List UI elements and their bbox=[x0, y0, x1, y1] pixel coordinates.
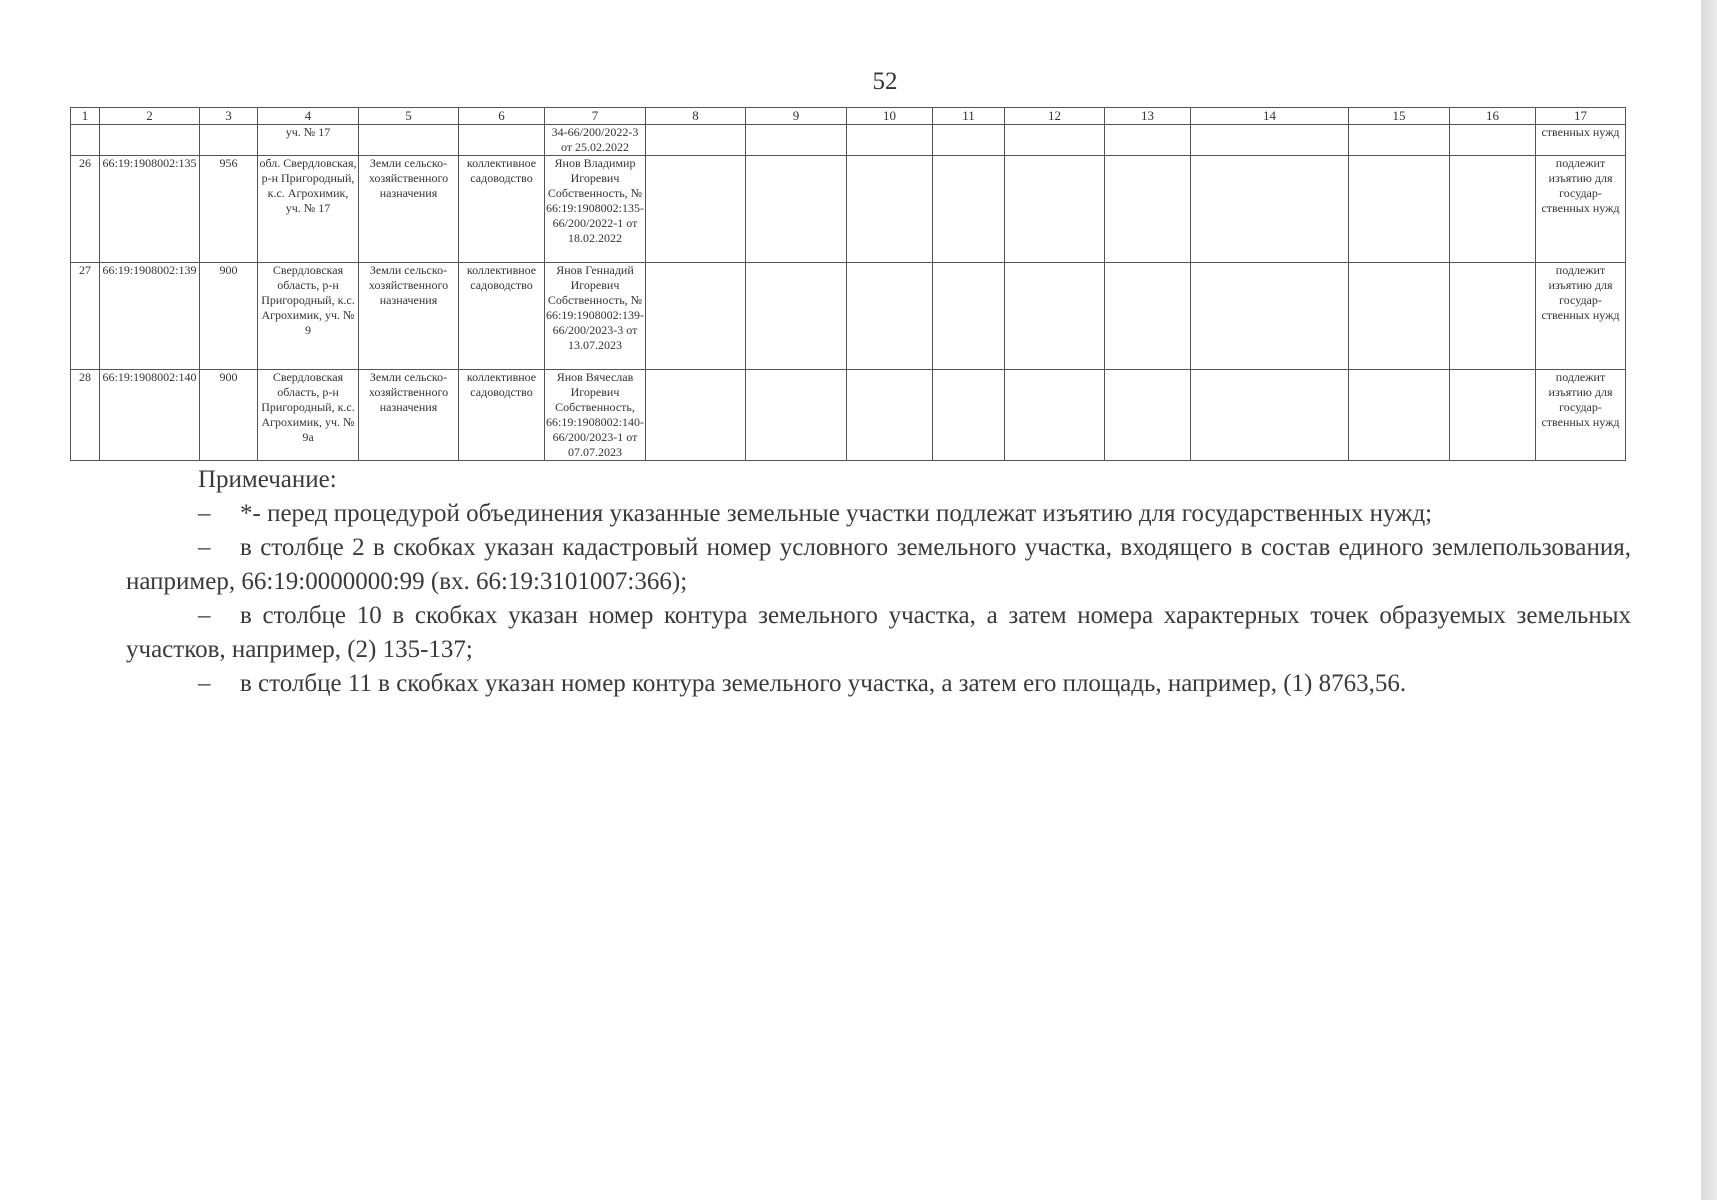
note-dash: – bbox=[198, 670, 211, 697]
cell-permitted-use: коллективное садоводство bbox=[459, 370, 545, 461]
note-dash: – bbox=[198, 602, 211, 629]
cell-land-category: Земли сельско-хозяйственного назначения bbox=[359, 263, 459, 370]
cell-empty bbox=[1105, 125, 1191, 156]
cell-note: подлежит изъятию для государ-ственных нужд bbox=[1536, 370, 1626, 461]
cell-number: 26 bbox=[71, 156, 100, 263]
note-item bbox=[126, 531, 1631, 599]
note-dash: – bbox=[198, 500, 211, 527]
cell-empty bbox=[1005, 263, 1105, 370]
cell-cadastral-number: 66:19:1908002:140 bbox=[100, 370, 200, 461]
cell-owner-rights: 34-66/200/2022-3 от 25.02.2022 bbox=[545, 125, 646, 156]
cell-number: 28 bbox=[71, 370, 100, 461]
cell-permitted-use: коллективное садоводство bbox=[459, 156, 545, 263]
cell-empty bbox=[746, 125, 847, 156]
cell-empty bbox=[746, 370, 847, 461]
column-header: 9 bbox=[746, 108, 847, 125]
cell-empty bbox=[746, 156, 847, 263]
cell-empty bbox=[646, 125, 746, 156]
cell-note: ственных нужд bbox=[1536, 125, 1626, 156]
note-text: в столбце 2 в скобках указан кадастровый номер условного земельного участка, входящего в состав единого землепользования, например, 66:19:0000000:99 (вх. 66:19:3101007:366); bbox=[126, 534, 1631, 595]
column-header: 10 bbox=[847, 108, 933, 125]
cell-area: 900 bbox=[200, 263, 258, 370]
table-row bbox=[71, 156, 1626, 263]
cell-land-category bbox=[359, 125, 459, 156]
cell-empty bbox=[1191, 263, 1349, 370]
cell-empty bbox=[1105, 156, 1191, 263]
cell-empty bbox=[646, 263, 746, 370]
table-row bbox=[71, 263, 1626, 370]
cell-land-category: Земли сельско-хозяйственного назначения bbox=[359, 370, 459, 461]
cell-address: Свердловская область, р-н Пригородный, к.с. Агрохимик, уч. № 9а bbox=[258, 370, 359, 461]
column-header: 4 bbox=[258, 108, 359, 125]
cell-empty bbox=[1105, 263, 1191, 370]
cell-empty bbox=[646, 156, 746, 263]
cell-empty bbox=[847, 156, 933, 263]
column-header: 7 bbox=[545, 108, 646, 125]
cell-owner-rights: Янов Вячеслав Игоревич Собственность, 66:19:1908002:140-66/200/2023-1 от 07.07.2023 bbox=[546, 370, 644, 459]
cell-empty bbox=[847, 125, 933, 156]
column-header: 14 bbox=[1191, 108, 1349, 125]
cell-permitted-use: коллективное садоводство bbox=[459, 263, 545, 370]
column-header: 5 bbox=[359, 108, 459, 125]
cell-note: подлежит изъятию для государ-ственных нужд bbox=[1536, 156, 1626, 263]
column-header: 6 bbox=[459, 108, 545, 125]
cell-address: Свердловская область, р-н Пригородный, к.с. Агрохимик, уч. № 9 bbox=[258, 263, 359, 370]
cell-empty bbox=[646, 370, 746, 461]
note-text: в столбце 11 в скобках указан номер контура земельного участка, а затем его площадь, например, (1) 8763,56. bbox=[240, 670, 1407, 697]
cell-empty bbox=[1191, 370, 1349, 461]
cell-cadastral-number: 66:19:1908002:139 bbox=[100, 263, 200, 370]
cell-address: обл. Свердловская, р-н Пригородный, к.с. Агрохимик, уч. № 17 bbox=[258, 156, 359, 263]
table-row bbox=[71, 370, 1626, 461]
cell-owner-rights: Янов Владимир Игоревич Собственность, № 66:19:1908002:135-66/200/2022-1 от 18.02.2022 bbox=[545, 156, 646, 263]
cell-empty bbox=[1450, 370, 1536, 461]
note-item bbox=[126, 667, 1631, 701]
cell-area: 900 bbox=[200, 370, 258, 461]
cell-cadastral-number: 66:19:1908002:135 bbox=[100, 156, 200, 263]
column-header: 15 bbox=[1349, 108, 1450, 125]
cell-empty bbox=[1349, 156, 1450, 263]
notes-section bbox=[126, 463, 1631, 701]
cell-empty bbox=[847, 263, 933, 370]
note-text: в столбце 10 в скобках указан номер контура земельного участка, а затем номера характерных точек образуемых земельных участков, например, (2) 135-137; bbox=[126, 602, 1631, 663]
cell-empty bbox=[1005, 125, 1105, 156]
column-header: 1 bbox=[71, 108, 100, 125]
table-header-row bbox=[71, 108, 1626, 125]
scan-edge-shadow bbox=[1701, 0, 1717, 1200]
note-dash: – bbox=[198, 534, 211, 561]
cell-area bbox=[200, 125, 258, 156]
cell-number: 27 bbox=[71, 263, 100, 370]
cell-empty bbox=[933, 263, 1005, 370]
cell-empty bbox=[1349, 125, 1450, 156]
cell-empty bbox=[1450, 156, 1536, 263]
cell-empty bbox=[1450, 125, 1536, 156]
cell-empty bbox=[1005, 156, 1105, 263]
cell-empty bbox=[933, 125, 1005, 156]
cell-empty bbox=[746, 263, 847, 370]
cell-empty bbox=[933, 156, 1005, 263]
note-item bbox=[126, 599, 1631, 667]
cell-land-category: Земли сельско-хозяйственного назначения bbox=[359, 156, 459, 263]
cell-area: 956 bbox=[200, 156, 258, 263]
cell-permitted-use bbox=[459, 125, 545, 156]
land-plots-table bbox=[70, 107, 1626, 461]
cell-note: подлежит изъятию для государ-ственных нужд bbox=[1536, 263, 1626, 370]
column-header: 13 bbox=[1105, 108, 1191, 125]
cell-empty bbox=[1450, 263, 1536, 370]
notes-title: Примечание: bbox=[198, 466, 337, 493]
column-header: 11 bbox=[933, 108, 1005, 125]
note-item bbox=[126, 497, 1631, 531]
cell-empty bbox=[847, 370, 933, 461]
table-row-continued bbox=[71, 125, 1626, 156]
page-number: 52 bbox=[872, 68, 898, 95]
column-header: 2 bbox=[100, 108, 200, 125]
cell-empty bbox=[1349, 263, 1450, 370]
cell-number bbox=[71, 125, 100, 156]
cell-address: уч. № 17 bbox=[258, 125, 359, 156]
cell-empty bbox=[933, 370, 1005, 461]
column-header: 12 bbox=[1005, 108, 1105, 125]
note-text: *- перед процедурой объединения указанные земельные участки подлежат изъятию для государственных нужд; bbox=[240, 500, 1433, 527]
cell-empty bbox=[1105, 370, 1191, 461]
cell-cadastral-number bbox=[100, 125, 200, 156]
column-header: 17 bbox=[1536, 108, 1626, 125]
column-header: 3 bbox=[200, 108, 258, 125]
cell-empty bbox=[1005, 370, 1105, 461]
cell-empty bbox=[1349, 370, 1450, 461]
cell-empty bbox=[1191, 125, 1349, 156]
cell-empty bbox=[1191, 156, 1349, 263]
column-header: 8 bbox=[646, 108, 746, 125]
cell-owner-rights: Янов Геннадий Игоревич Собственность, № 66:19:1908002:139-66/200/2023-3 от 13.07.2023 bbox=[545, 263, 646, 370]
column-header: 16 bbox=[1450, 108, 1536, 125]
